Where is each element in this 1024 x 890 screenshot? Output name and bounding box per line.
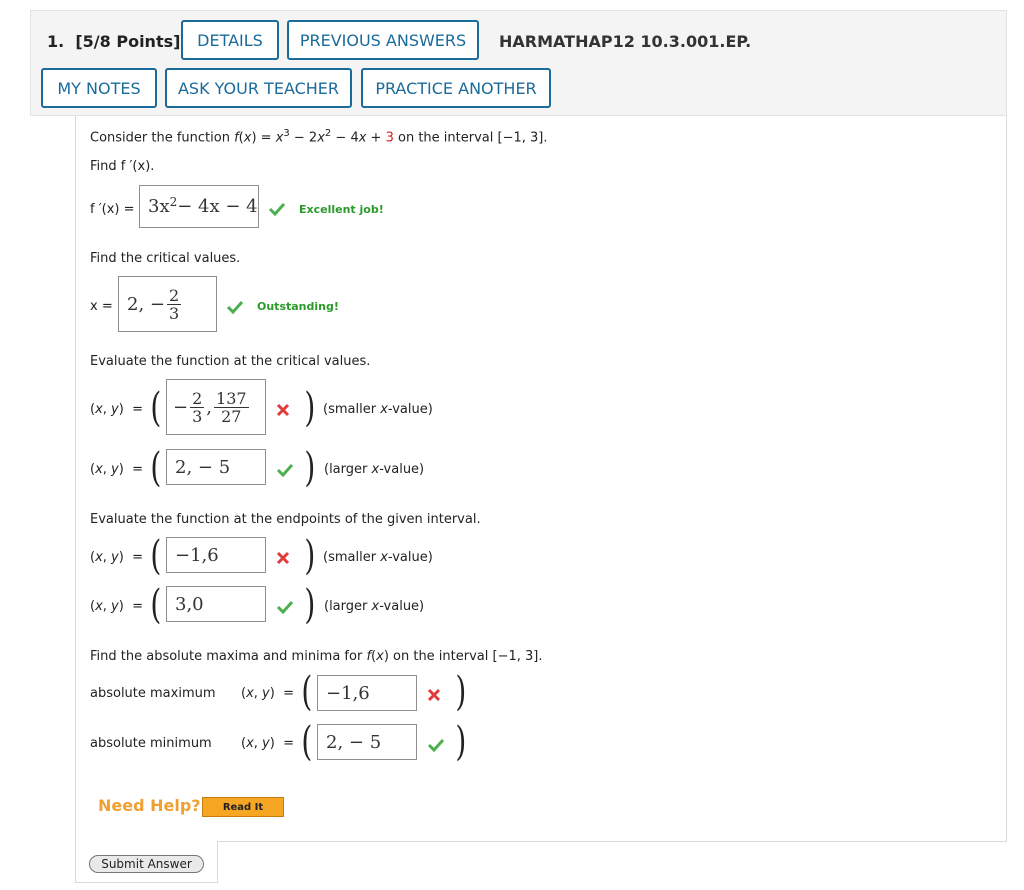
read-it-button[interactable]: Read It <box>202 797 284 817</box>
right-paren: ) <box>455 669 467 715</box>
check-icon <box>427 738 445 752</box>
submit-answer-button[interactable]: Submit Answer <box>89 855 204 873</box>
question-header <box>30 10 1007 116</box>
abs-max-field[interactable]: −1,6 <box>317 675 417 711</box>
larger-x-label: (larger x-value) <box>324 462 425 477</box>
larger-x-label: (larger x-value) <box>324 599 425 614</box>
right-paren: ) <box>304 445 316 491</box>
abs-min-field[interactable]: 2, − 5 <box>317 724 417 760</box>
abs-min-label: absolute minimum <box>90 736 212 751</box>
critical-values-field[interactable]: 2, − $\frac{2}{3}$ <box>118 276 217 332</box>
critical-larger-field[interactable]: 2, − 5 <box>166 449 266 485</box>
endpoint-larger-field[interactable]: 3,0 <box>166 586 266 622</box>
question-number: 1. [5/8 Points] <box>47 32 181 51</box>
abs-max-label: absolute maximum <box>90 686 216 701</box>
critical-feedback: Outstanding! <box>257 300 339 313</box>
evaluate-endpoints-prompt: Evaluate the function at the endpoints of the given interval. <box>90 512 481 527</box>
left-paren: ( <box>150 445 162 491</box>
left-paren: ( <box>150 582 162 628</box>
xy-label: (x, y) = <box>90 402 143 417</box>
xy-label: (x, y) = <box>90 550 143 565</box>
check-icon <box>276 600 294 614</box>
smaller-x-label: (smaller x-value) <box>323 550 433 565</box>
smaller-x-label: (smaller x-value) <box>323 402 433 417</box>
right-paren: ) <box>455 719 467 765</box>
fraction: $\frac{137}{27}$ <box>216 388 247 426</box>
practice-another-button[interactable]: PRACTICE ANOTHER <box>361 68 551 108</box>
derivative-prompt: Find f ′(x). <box>90 159 155 174</box>
xy-label: (x, y) = <box>241 736 294 751</box>
derivative-label: f ′(x) = <box>90 202 135 217</box>
need-help-label: Need Help? <box>98 796 201 815</box>
xy-label: (x, y) = <box>241 686 294 701</box>
left-paren: ( <box>301 669 313 715</box>
xy-label: (x, y) = <box>90 599 143 614</box>
right-paren: ) <box>304 385 316 431</box>
left-paren: ( <box>301 719 313 765</box>
absolute-prompt: Find the absolute maxima and minima for f(x) on the interval [−1, 3]. <box>90 649 543 664</box>
derivative-feedback: Excellent job! <box>299 203 384 216</box>
right-paren: ) <box>304 533 316 579</box>
my-notes-button[interactable]: MY NOTES <box>41 68 157 108</box>
derivative-answer-field[interactable]: 3x $^2$ − 4x − 4 <box>139 185 259 228</box>
right-paren: ) <box>304 582 316 628</box>
critical-label: x = <box>90 299 113 314</box>
x-icon <box>276 403 290 417</box>
points-score: [5/8 Points] <box>75 32 181 51</box>
problem-code: HARMATHAP12 10.3.001.EP. <box>499 32 752 51</box>
left-paren: ( <box>150 533 162 579</box>
ask-your-teacher-button[interactable]: ASK YOUR TEACHER <box>165 68 352 108</box>
check-icon <box>268 202 286 216</box>
x-icon <box>427 688 441 702</box>
left-paren: ( <box>150 385 162 431</box>
critical-smaller-field[interactable]: − $\frac{2}{3}$ , $\frac{137}{27}$ <box>166 379 266 435</box>
problem-statement: Consider the function $f(x) = x^3 - 2x^2 - 4x + 3$ on the interval [−1, 3]. <box>90 128 548 146</box>
x-icon <box>276 551 290 565</box>
critical-values-prompt: Find the critical values. <box>90 251 241 266</box>
xy-label: (x, y) = <box>90 462 143 477</box>
details-button[interactable]: DETAILS <box>181 20 279 60</box>
endpoint-smaller-field[interactable]: −1,6 <box>166 537 266 573</box>
previous-answers-button[interactable]: PREVIOUS ANSWERS <box>287 20 479 60</box>
fraction: $\frac{2}{3}$ <box>192 388 203 426</box>
check-icon <box>276 463 294 477</box>
fraction: $\frac{2}{3}$ <box>168 285 180 323</box>
check-icon <box>226 300 244 314</box>
evaluate-critical-prompt: Evaluate the function at the critical values. <box>90 354 371 369</box>
